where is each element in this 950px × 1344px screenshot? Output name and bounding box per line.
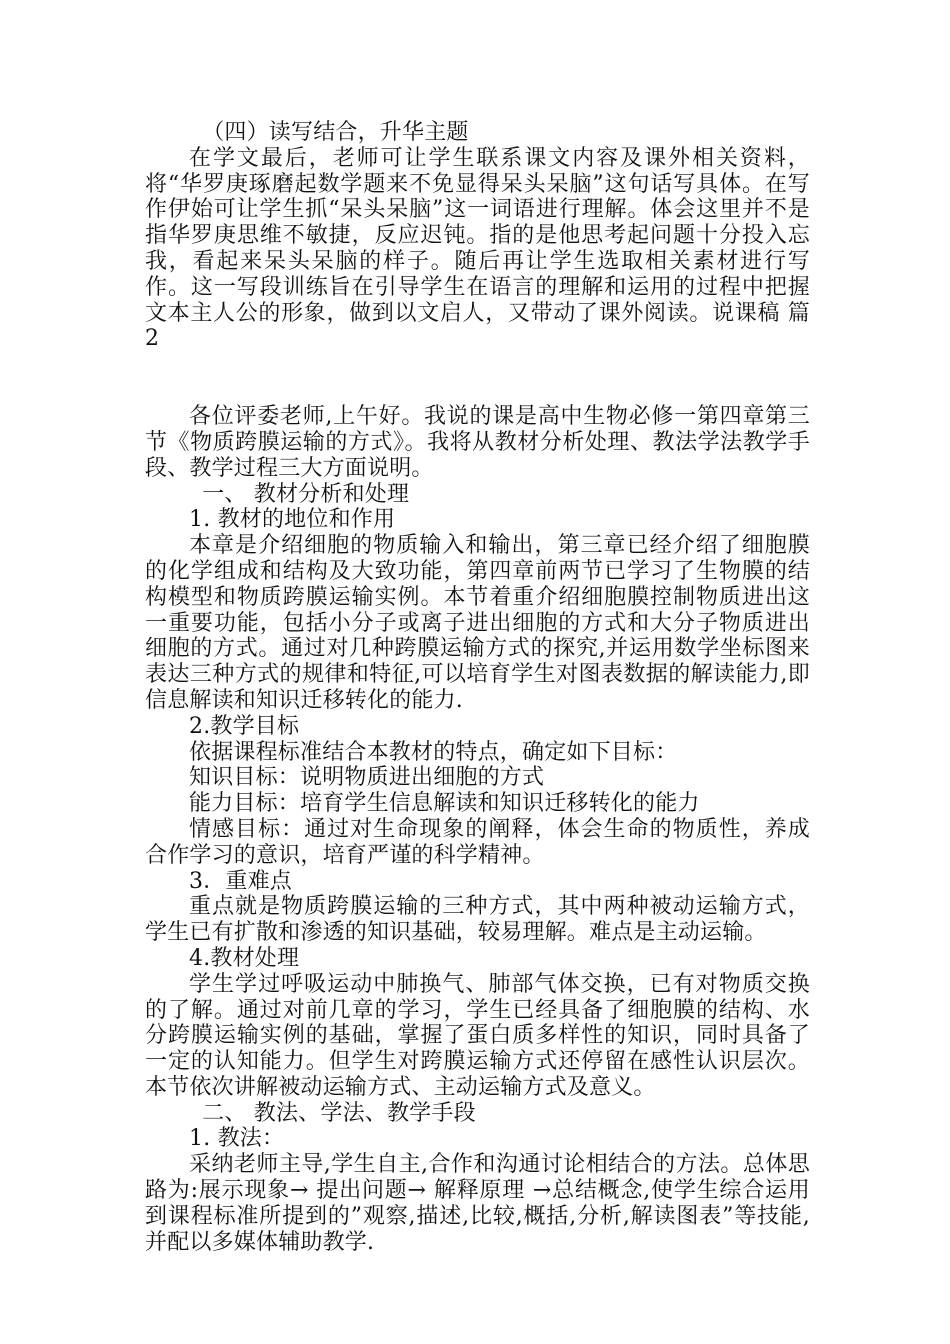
- paragraph-read-write: 在学文最后，老师可让学生联系课文内容及课外相关资料，将“华罗庚琢磨起数学题来不免显得呆头呆脑”这句话写具体。在写作伊始可让学生抓“呆头呆脑”这一词语进行理解。体会这里并不是指华罗庚思维不敏捷，反应迟钝。指的是他思考起问题十分投入忘我，看起来呆头呆脑的样子。随后再让学生选取相关素材进行写作。这一写段训练旨在引导学生在语言的理解和运用的过程中把握文本主人公的形象，做到以文启人，又带动了课外阅读。说课稿 篇2: [145, 145, 810, 352]
- item-four-text: 学生学过呼吸运动中肺换气、肺部气体交换，已有对物质交换的了解。通过对前几章的学习，学生已经具备了细胞膜的结构、水分跨膜运输实例的基础，掌握了蛋白质多样性的知识，同时具备了一定的认知能力。但学生对跨膜运输方式还停留在感性认识层次。本节依次讲解被动运输方式、主动运输方式及意义。: [145, 971, 810, 1100]
- document-body: [145, 120, 810, 1255]
- paragraph-intro: 各位评委老师,上午好。我说的课是高中生物必修一第四章第三节《物质跨膜运输的方式》。我将从教材分析处理、教法学法教学手段、教学过程三大方面说明。: [145, 404, 810, 481]
- goal-knowledge: 知识目标：说明物质进出细胞的方式: [189, 765, 545, 791]
- item-three-title: 3．重难点: [189, 868, 292, 894]
- goal-emotion: 情感目标：通过对生命现象的阐释，体会生命的物质性，养成合作学习的意识，培育严谨的科学精神。: [145, 816, 810, 868]
- item-one-title: 1. 教材的地位和作用: [189, 507, 396, 533]
- method-title: 1. 教法：: [189, 1126, 285, 1152]
- item-two-title: 2.教学目标: [189, 713, 300, 739]
- item-one-text: 本章是介绍细胞的物质输入和输出，第三章已经介绍了细胞膜的化学组成和结构及大致功能，第四章前两节已学习了生物膜的结构模型和物质跨膜运输实例。本节着重介绍细胞膜控制物质进出这一重要功能，包括小分子或离子进出细胞的方式和大分子物质进出细胞的方式。通过对几种跨膜运输方式的探究,并运用数学坐标图来表达三种方式的规律和特征,可以培育学生对图表数据的解读能力,即信息解读和知识迁移转化的能力.: [145, 533, 810, 713]
- spacer: [145, 352, 810, 404]
- item-three-text: 重点就是物质跨膜运输的三种方式，其中两种被动运输方式，学生已有扩散和渗透的知识基础，较易理解。难点是主动运输。: [145, 894, 810, 946]
- goal-ability: 能力目标：培育学生信息解读和知识迁移转化的能力: [189, 791, 700, 817]
- item-four-title: 4.教材处理: [189, 945, 300, 971]
- part-one-title: 一、 教材分析和处理: [202, 481, 410, 507]
- part-two-title: 二、 教法、学法、教学手段: [202, 1100, 476, 1126]
- item-two-text: 依据课程标准结合本教材的特点，确定如下目标：: [189, 739, 678, 765]
- section-heading-read-write: （四）读写结合，升华主题: [202, 120, 469, 145]
- method-text: 采纳老师主导,学生自主,合作和沟通讨论相结合的方法。总体思路为:展示现象→ 提出问题→ 解释原理 →总结概念,使学生综合运用到课程标准所提到的”观察,描述,比较,概括,分析,解读图表”等技能,并配以多媒体辅助教学.: [145, 1152, 810, 1255]
